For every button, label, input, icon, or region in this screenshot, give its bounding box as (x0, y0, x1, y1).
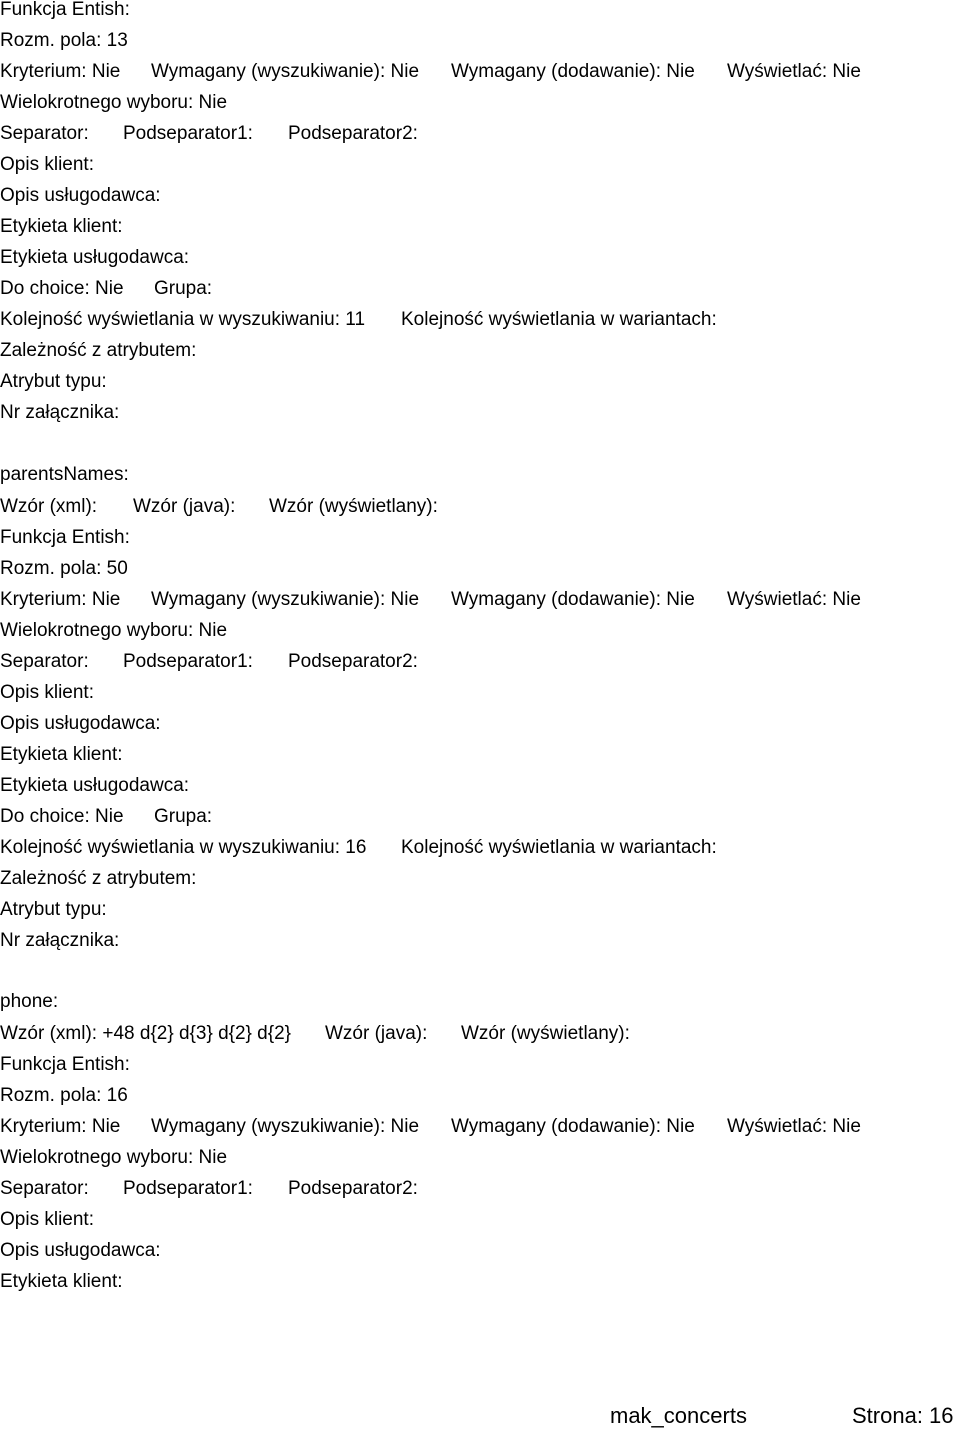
field-do-choice: Do choice: Nie (0, 278, 124, 299)
field-wymagany-wyszukiwanie: Wymagany (wyszukiwanie): Nie (151, 61, 420, 82)
field-kolejnosc-warianty: Kolejność wyświetlania w wariantach: (401, 837, 717, 858)
field-wzor-wyswietlany: Wzór (wyświetlany): (269, 496, 438, 517)
field-separator: Separator: (0, 651, 89, 672)
field-grupa: Grupa: (154, 278, 213, 299)
field-wzor-wyswietlany: Wzór (wyświetlany): (461, 1023, 630, 1044)
field-kolejnosc-warianty: Kolejność wyświetlania w wariantach: (401, 309, 717, 330)
field-wymagany-wyszukiwanie: Wymagany (wyszukiwanie): Nie (151, 1116, 420, 1137)
field-wzor-xml: Wzór (xml): (0, 496, 98, 517)
field-kryterium: Kryterium: Nie (0, 61, 121, 82)
field-podseparator1: Podseparator1: (123, 651, 253, 672)
field-podseparator1: Podseparator1: (123, 123, 253, 144)
field-kryterium: Kryterium: Nie (0, 589, 121, 610)
field-grupa: Grupa: (154, 806, 213, 827)
field-separator: Separator: (0, 1178, 89, 1199)
field-wyswietlac: Wyświetlać: Nie (727, 61, 861, 82)
field-podseparator2: Podseparator2: (288, 651, 418, 672)
field-wyswietlac: Wyświetlać: Nie (727, 1116, 861, 1137)
field-wymagany-dodawanie: Wymagany (dodawanie): Nie (451, 589, 695, 610)
field-kolejnosc-wyszukiwanie: Kolejność wyświetlania w wyszukiwaniu: 11 (0, 309, 366, 330)
footer-project-name: mak_concerts (610, 1403, 747, 1428)
field-podseparator1: Podseparator1: (123, 1178, 253, 1199)
field-wzor-xml: Wzór (xml): +48 d{2} d{3} d{2} d{2} (0, 1023, 292, 1044)
field-wymagany-wyszukiwanie: Wymagany (wyszukiwanie): Nie (151, 589, 420, 610)
field-kolejnosc-wyszukiwanie: Kolejność wyświetlania w wyszukiwaniu: 16 (0, 837, 367, 858)
field-kryterium: Kryterium: Nie (0, 1116, 121, 1137)
field-podseparator2: Podseparator2: (288, 123, 418, 144)
field-wyswietlac: Wyświetlać: Nie (727, 589, 861, 610)
field-do-choice: Do choice: Nie (0, 806, 124, 827)
field-separator: Separator: (0, 123, 89, 144)
field-wzor-java: Wzór (java): (133, 496, 236, 517)
field-wymagany-dodawanie: Wymagany (dodawanie): Nie (451, 1116, 695, 1137)
field-wzor-java: Wzór (java): (325, 1023, 428, 1044)
footer-page-number: Strona: 16 (852, 1403, 954, 1428)
field-podseparator2: Podseparator2: (288, 1178, 418, 1199)
field-wymagany-dodawanie: Wymagany (dodawanie): Nie (451, 61, 695, 82)
